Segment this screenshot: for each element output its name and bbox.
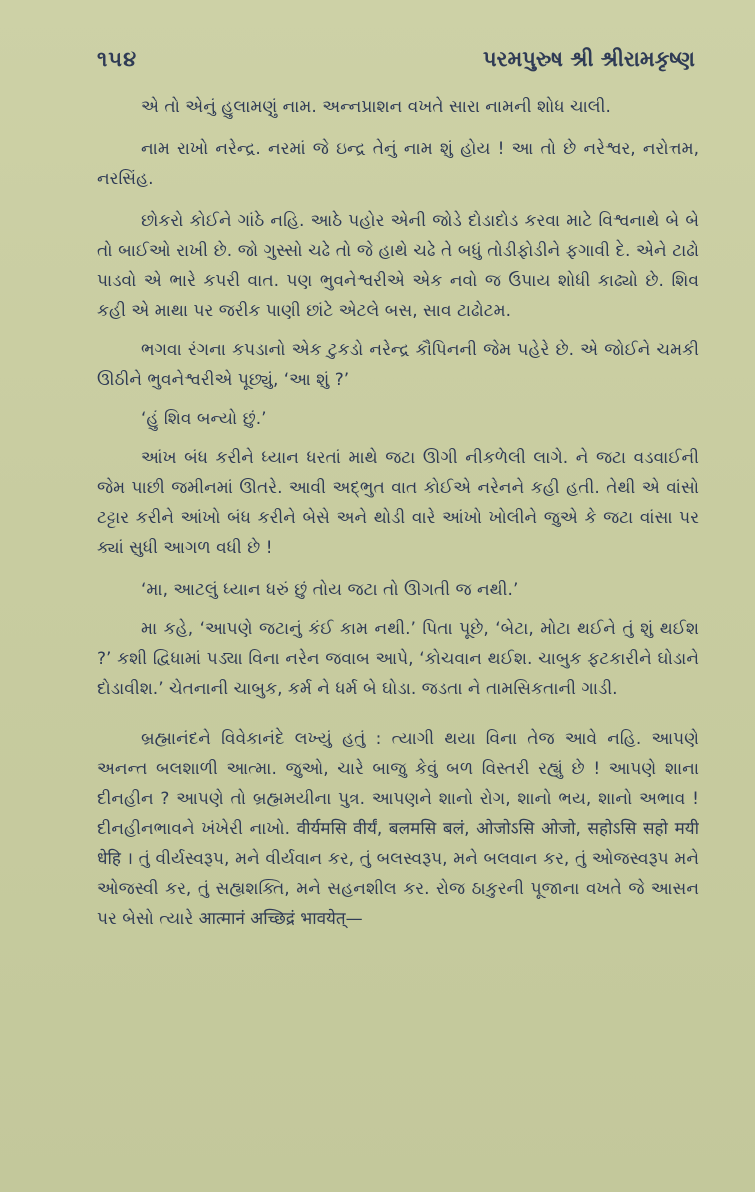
paragraph: મા કહે, ‘આપણે જટાનું કંઈ કામ નથી.’ પિતા પૂછે, ‘બેટા, મોટા થઈને તું શું થઈશ ?’ કશી દ્વિધામાં પડ્યા વિના નરેન જવાબ આપે, ‘કોચવાન થઈશ. ચાબુક ફટકારીને ઘોડાને દોડાવીશ.’ ચેતનાની ચાબુક, કર્મ ને ધર્મ બે ઘોડા. જડતા ને તામસિકતાની ગાડી. xyxy=(97,619,699,699)
running-title: પરમપુરુષ શ્રી શ્રીરામકૃષ્ણ xyxy=(482,47,695,71)
paragraph: આંખ બંધ કરીને ધ્યાન ધરતાં માથે જટા ઊગી નીકળેલી લાગે. ને જટા વડવાઈની જેમ પાછી જમીનમાં ઊતરે. આવી અદ્ભુત વાત કોઈએ નરેનને કહી હતી. તેથી એ વાંસો ટટ્ટાર કરીને આંખો બંધ કરીને બેસે અને થોડી વારે આંખો ખોલીને જુએ કે જટા વાંસા પર ક્યાં સુધી આગળ વધી છે ! xyxy=(97,448,699,558)
paragraph: છોકરો કોઈને ગાંઠે નહિ. આઠે પહોર એની જોડે દોડાદોડ કરવા માટે વિશ્વનાથે બે બે તો બાઈઓ રાખી છે. જો ગુસ્સો ચઢે તો જે હાથે ચઢે તે બધું તોડીફોડીને ફગાવી દે. એને ટાઢો પાડવો એ ભારે કપરી વાત. પણ ભુવનેશ્વરીએ એક નવો જ ઉપાય શોધી કાઢ્યો છે. શિવ કહી એ માથા પર જરીક પાણી છાંટે એટલે બસ, સાવ ટાઢોટમ. xyxy=(97,211,699,321)
paragraph: ભગવા રંગના કપડાનો એક ટુકડો નરેન્દ્ર કૌપિનની જેમ પહેરે છે. એ જોઈને ચમકી ઊઠીને ભુવનેશ્વરીએ પૂછ્યું, ‘આ શું ?’ xyxy=(97,340,699,390)
page-number: ૧૫૪ xyxy=(97,47,138,71)
body-text xyxy=(97,92,699,1162)
paragraph: બ્રહ્માનંદને વિવેકાનંદે લખ્યું હતું : ત્યાગી થયા વિના તેજ આવે નહિ. આપણે અનન્ત બલશાળી આત્મા. જુઓ, ચારે બાજુ કેવું બળ વિસ્તરી રહ્યું છે ! આપણે શાના દીનહીન ? આપણે તો બ્રહ્મમયીના પુત્ર. આપણને શાનો રોગ, શાનો ભય, શાનો અભાવ ! દીનહીનભાવને ખંખેરી નાખો. वीर्यमसि वीर्यं, बलमसि बलं, ओजोऽसि ओजो, सहोऽसि सहो मयी धेहि । તું વીર્યસ્વરૂપ, મને વીર્યવાન કર, તું બલસ્વરૂપ, મને બલવાન કર, તું ઓજસ્વરૂપ મને ઓજસ્વી કર, તું સહ્યશક્તિ, મને સહનશીલ કર. રોજ ઠાકુરની પૂજાના વખતે જે આસન પર બેસો ત્યારે आत्मानं अच्छिद्रं भावयेत्— xyxy=(97,729,699,929)
paragraph: નામ રાખો નરેન્દ્ર. નરમાં જે ઇન્દ્ર તેનું નામ શું હોય ! આ તો છે નરેશ્વર, નરોત્તમ, નરસિંહ. xyxy=(97,139,699,189)
page-header xyxy=(97,47,695,81)
paragraph: એ તો એનું હુલામણું નામ. અન્નપ્રાશન વખતે સારા નામની શોધ ચાલી. xyxy=(141,97,611,117)
paragraph: ‘મા, આટલું ધ્યાન ધરું છું તોય જટા તો ઊગતી જ નથી.’ xyxy=(141,580,519,600)
paragraph: ‘હું શિવ બન્યો છું.’ xyxy=(141,409,267,429)
